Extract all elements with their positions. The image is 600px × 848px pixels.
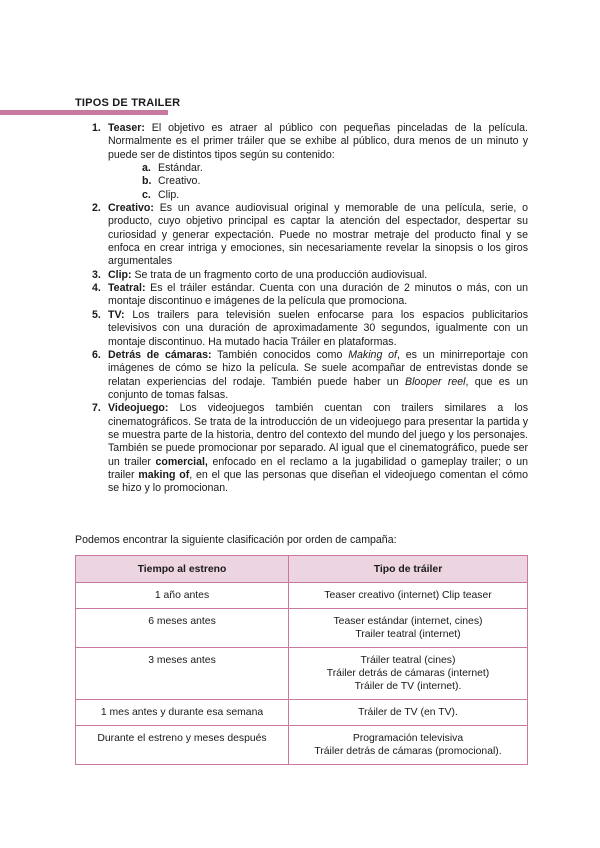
list-text: Los videojuegos también cuentan con trailers similares a los cinematográficos. Se trata de la introducción de un videojuego para presentar la partida y se muestra parte de la historia, dentro del contexto del mundo del juego y los personajes. También se puede promocionar por separado. Al igual que el cinematográfico, puede ser un trailer	[108, 402, 528, 468]
table-header-row	[76, 556, 528, 583]
sub-list-text: Clip.	[158, 188, 180, 201]
trailer-types-list-container	[75, 122, 528, 496]
type-line: Tráiler detrás de cámaras (internet)	[326, 668, 490, 679]
time-cell: Durante el estreno y meses después	[76, 726, 289, 765]
teaser-subtypes-list	[108, 162, 528, 202]
list-number: 7.	[92, 402, 101, 415]
list-term: Creativo:	[108, 202, 154, 215]
type-cell	[289, 700, 528, 726]
sub-list-item	[108, 189, 528, 202]
list-text: , es un minirreportaje con imágenes de cómo se hizo la película. Se suele acompañar de entrevistas donde se relatan experiencias del rodaje. También puede haber un	[108, 348, 528, 388]
sub-list-number: b.	[142, 175, 152, 188]
type-line: Tráiler detrás de cámaras (promocional).	[314, 746, 502, 757]
list-item-teaser	[75, 122, 528, 202]
type-line: Teaser estándar (internet, cines)	[333, 616, 483, 627]
table-row	[76, 726, 528, 765]
list-number: 6.	[92, 348, 101, 361]
sub-list-number: a.	[142, 162, 151, 175]
type-line: Programación televisiva	[352, 733, 464, 744]
header-trailer-type: Tipo de tráiler	[289, 556, 528, 583]
list-text: enfocado en el reclamo a la jugabilidad o gameplay trailer; o un trailer	[108, 455, 528, 481]
list-text: El objetivo es atraer al público con pequeñas pinceladas de la película. Normalmente es el primer tráiler que se exhibe al público, dura menos de un minuto y puede ser de distintos tipos según su contenido:	[108, 122, 528, 161]
campaign-classification-table	[75, 555, 528, 765]
list-item-teatral	[75, 282, 528, 309]
time-cell: 1 año antes	[76, 583, 289, 609]
list-text: , que es un conjunto de tomas falsas.	[108, 375, 528, 401]
type-line: Tráiler teatral (cines)	[360, 655, 456, 666]
list-number: 5.	[92, 308, 101, 321]
type-line: Tráiler de TV (internet).	[354, 681, 462, 692]
table-row	[76, 583, 528, 609]
list-term: TV:	[108, 308, 125, 321]
list-text: Los trailers para televisión suelen enfocarse para los espacios publicitarios televisivos con una duración de aproximadamente 30 segundos, igualmente con un montaje discontinuo. Ha mutado hacia Tráiler en plataformas.	[108, 308, 528, 348]
list-text: Es el tráiler estándar. Cuenta con una duración de 2 minutos o más, con un montaje discontinuo e imágenes de la película que promociona.	[108, 282, 528, 308]
list-number: 1.	[92, 122, 101, 134]
list-item-clip	[75, 269, 528, 282]
list-item-videojuego	[75, 402, 528, 495]
list-text-bold: making of	[138, 468, 190, 481]
list-number: 3.	[92, 268, 101, 281]
list-text: Es un avance audiovisual original y memorable de una película, serie, o producto, cuyo objetivo principal es captar la atención del espectador, despertar su curiosidad y generar expectación. Puede no mostrar metraje del producto final y se enfoca en crear intriga y emociones, sin necesariamente revelar la sinopsis o los giros argumentales	[108, 202, 528, 268]
list-item-tv	[75, 309, 528, 349]
list-term: Clip:	[108, 268, 132, 281]
table-row	[76, 648, 528, 700]
type-line: Teaser creativo (internet) Clip teaser	[324, 590, 492, 601]
list-text-italic: Blooper reel	[405, 375, 466, 388]
sub-list-text: Creativo.	[158, 175, 201, 188]
type-cell	[289, 648, 528, 700]
table-intro-text: Podemos encontrar la siguiente clasificación por orden de campaña:	[75, 534, 397, 546]
list-number: 4.	[92, 282, 101, 295]
header-time-to-release: Tiempo al estreno	[76, 556, 289, 583]
sub-list-item	[108, 162, 528, 175]
table-row	[76, 700, 528, 726]
type-line: Tráiler de TV (en TV).	[358, 707, 458, 718]
list-text: , en el que las personas que diseñan el videojuego comentan el cómo se hizo y lo promocionan.	[108, 468, 529, 495]
sub-list-text: Estándar.	[158, 162, 203, 175]
sub-list-number: c.	[142, 188, 151, 201]
title-accent-bar	[0, 110, 168, 115]
list-text: También conocidos como	[211, 348, 349, 361]
type-cell	[289, 609, 528, 648]
list-term: Teaser:	[108, 122, 145, 134]
time-cell: 1 mes antes y durante esa semana	[76, 700, 289, 726]
type-line: Trailer teatral (internet)	[355, 629, 461, 640]
table-row	[76, 609, 528, 648]
section-title: TIPOS DE TRAILER	[75, 97, 181, 109]
list-term: Teatral:	[108, 282, 146, 295]
list-item-detras-de-camaras	[75, 349, 528, 402]
list-number: 2.	[92, 202, 101, 215]
type-cell	[289, 583, 528, 609]
list-text: Se trata de un fragmento corto de una producción audiovisual.	[131, 268, 428, 281]
sub-list-item	[108, 175, 528, 188]
list-text-italic: Making of	[348, 348, 397, 361]
type-cell	[289, 726, 528, 765]
time-cell: 3 meses antes	[76, 648, 289, 700]
list-text-bold: comercial,	[155, 455, 208, 468]
list-term: Videojuego:	[108, 402, 169, 415]
time-cell: 6 meses antes	[76, 609, 289, 648]
list-item-creativo	[75, 202, 528, 269]
list-term: Detrás de cámaras:	[108, 348, 212, 361]
trailer-types-list	[75, 122, 528, 496]
